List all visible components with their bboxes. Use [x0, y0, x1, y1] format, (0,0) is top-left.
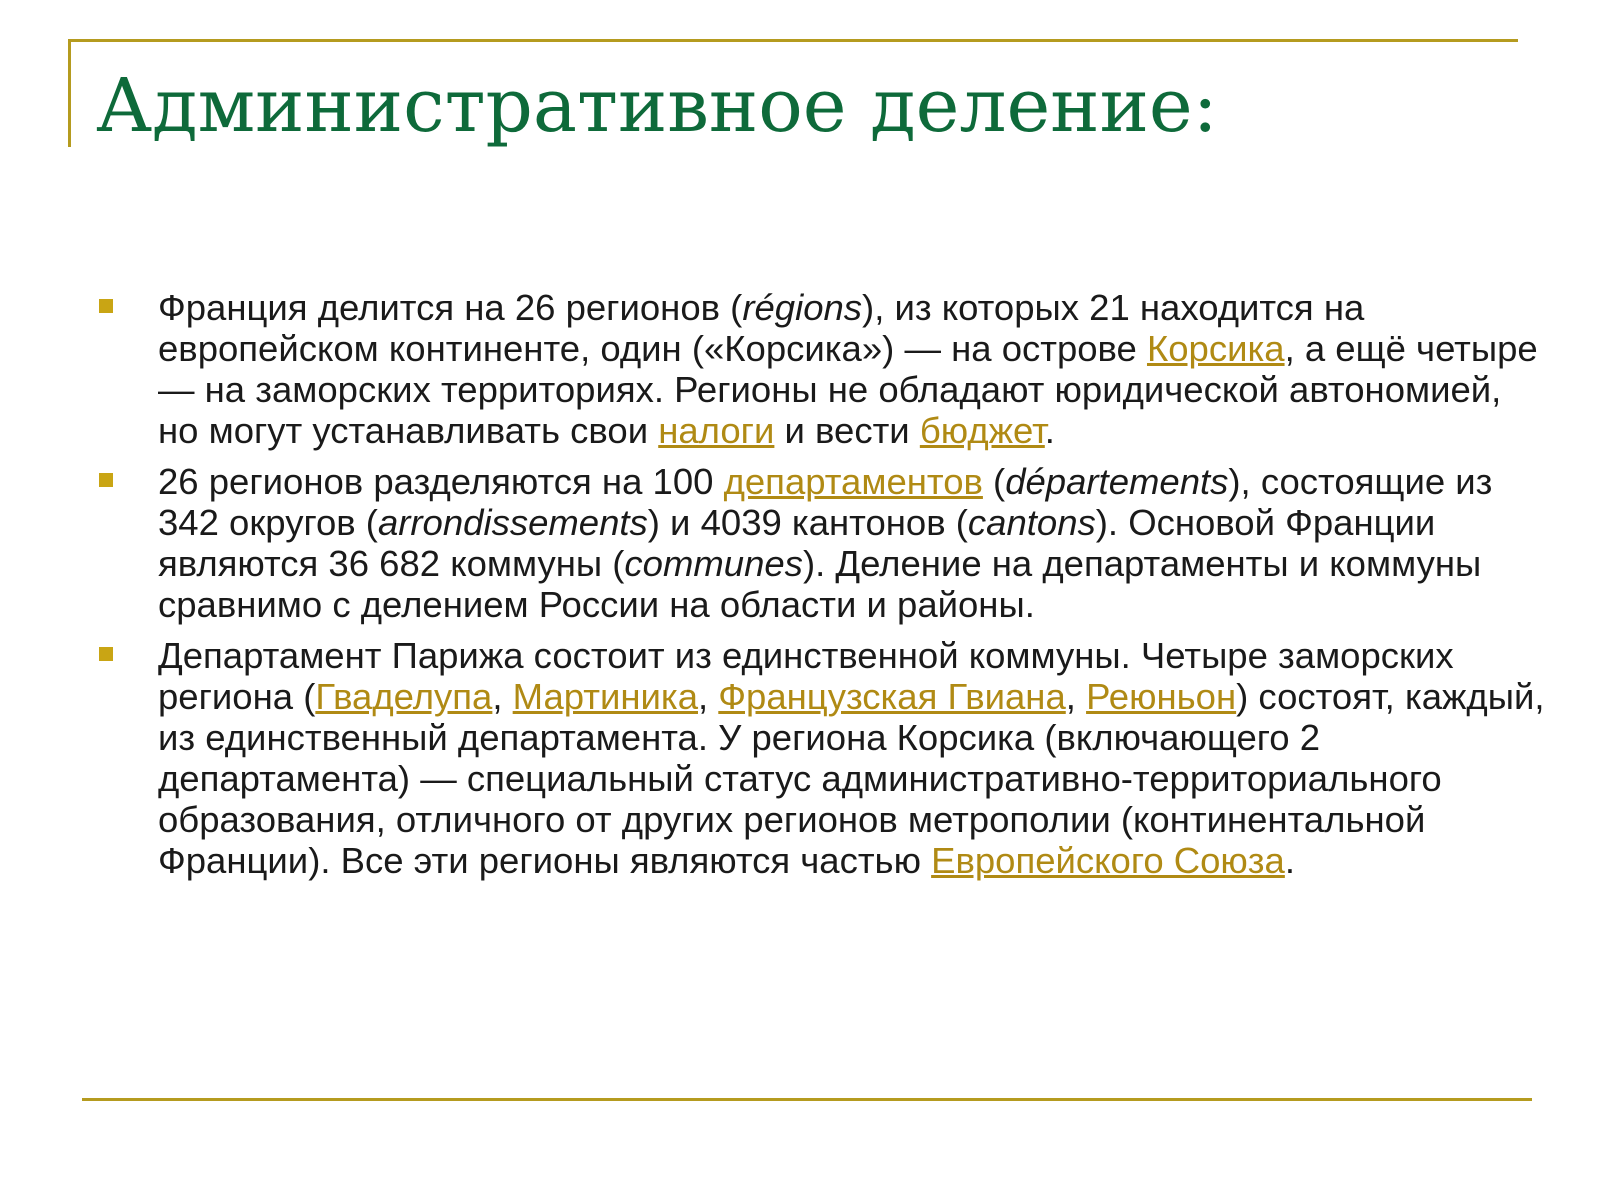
link-reunion[interactable]: Реюньон [1086, 676, 1237, 717]
bullet-text [158, 461, 1548, 625]
link-korsika[interactable]: Корсика [1146, 328, 1285, 369]
bullet-item-paris [96, 635, 1545, 881]
bullet-item-departments [96, 461, 1536, 625]
bullet-text [158, 287, 1548, 451]
bullet-item-regions [96, 287, 1536, 451]
italic-term-communes: communes [624, 543, 803, 584]
frame-bottom-line [82, 1098, 1532, 1101]
link-european-union[interactable]: Европейского Союза [931, 840, 1285, 881]
text-span: Департамент Парижа состоит из единственной коммуны. Четыре заморских региона ( [158, 635, 1454, 717]
italic-term-departements: départements [1005, 461, 1229, 502]
frame-top-line [68, 39, 1518, 42]
link-departments[interactable]: департаментов [723, 461, 983, 502]
link-nalogi[interactable]: налоги [658, 410, 775, 451]
text-span: и вести [774, 410, 920, 451]
text-span: 26 регионов разделяются на 100 [158, 461, 724, 502]
link-french-guiana[interactable]: Французская Гвиана [718, 676, 1066, 717]
text-span: , а ещё четыре — на заморских территориях. Регионы не обладают юридической автономией, но могут устанавливать свои [158, 328, 1538, 451]
text-span: , [492, 676, 513, 717]
text-span: ( [982, 461, 1006, 502]
italic-term-cantons: cantons [967, 502, 1096, 543]
text-span: . [1284, 840, 1296, 881]
frame-left-line [68, 39, 71, 147]
square-bullet-icon [99, 473, 113, 487]
bullet-list [96, 287, 1545, 891]
italic-term-arrondissements: arrondissements [377, 502, 648, 543]
square-bullet-icon [99, 299, 113, 313]
text-span: Франция делится на 26 регионов ( [158, 287, 743, 328]
link-martinique[interactable]: Мартиника [512, 676, 698, 717]
text-span: ), из которых 21 находится на европейском континенте, один («Корсика») — на острове [158, 287, 1365, 369]
text-span: , [698, 676, 719, 717]
text-span: ) состоят, каждый, из единственный департамента. У региона Корсика (включающего 2 департамента) — специальный статус административно-территориального образования, отличного от других регионов метрополии (континентальной Франции). Все эти регионы являются частью [158, 676, 1545, 881]
text-span: ). Деление на департаменты и коммуны сравнимо с делением России на области и районы. [158, 543, 1482, 625]
text-span: ) и 4039 кантонов ( [647, 502, 968, 543]
italic-term-regions: régions [742, 287, 863, 328]
text-span: ), состоящие из 342 округов ( [158, 461, 1493, 543]
square-bullet-icon [99, 647, 113, 661]
bullet-text [158, 635, 1548, 881]
text-span: . [1044, 410, 1055, 451]
text-span: , [1065, 676, 1087, 717]
slide-title: Административное деление: [96, 63, 1218, 149]
link-guadeloupe[interactable]: Гваделупа [315, 676, 493, 717]
link-budget[interactable]: бюджет [919, 410, 1045, 451]
text-span: ). Основой Франции являются 36 682 коммуны ( [158, 502, 1436, 584]
